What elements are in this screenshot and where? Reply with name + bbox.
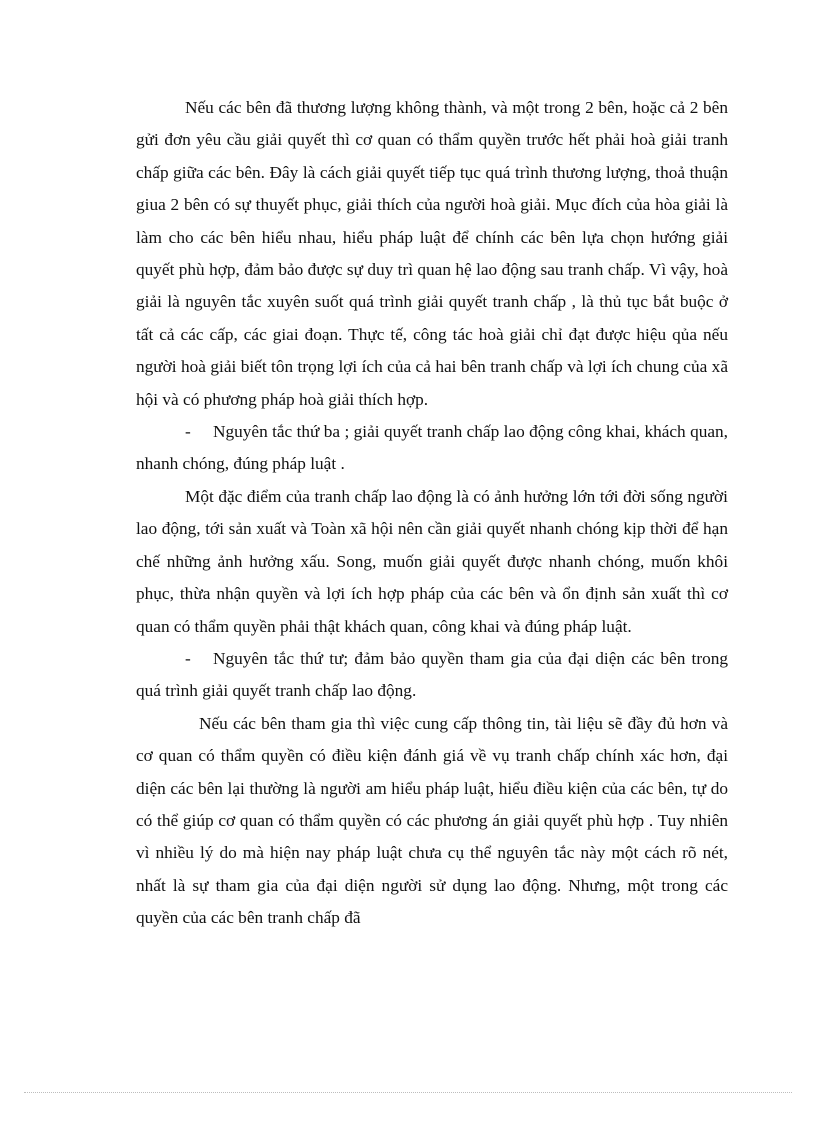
bullet-dash: - [185,648,191,668]
bullet-dash: - [185,422,191,442]
bullet-third-principle [136,416,728,481]
footer-dotted-rule [24,1092,792,1093]
bullet-fourth-principle-text: Nguyên tắc thứ tư; đảm bảo quyền tham gia của đại diện các bên trong quá trình giải quyết tranh chấp lao động. [136,648,728,701]
bullet-third-principle-text: Nguyên tắc thứ ba ; giải quyết tranh chấp lao động công khai, khách quan, nhanh chóng, đúng pháp luật . [136,422,728,474]
document-body [136,92,728,935]
bullet-fourth-principle [136,643,728,708]
paragraph-representation: Nếu các bên tham gia thì việc cung cấp thông tin, tài liệu sẽ đầy đủ hơn và cơ quan có thẩm quyền có điều kiện đánh giá về vụ tranh chấp chính xác hơn, đại diện các bên lại thường là người am hiểu pháp luật, hiểu điều kiện của các bên, tự do có thể giúp cơ quan có thẩm quyền có các phương án giải quyết phù hợp . Tuy nhiên vì nhiều lý do mà hiện nay pháp luật chưa cụ thể nguyên tắc này một cách rõ nét, nhất là sự tham gia của đại diện người sử dụng lao động. Nhưng, một trong các quyền của các bên tranh chấp đã [136,713,728,928]
paragraph-speed: Một đặc điểm của tranh chấp lao động là có ảnh hưởng lớn tới đời sống người lao động, tới sản xuất và Toàn xã hội nên cần giải quyết nhanh chóng kịp thời để hạn chế những ảnh hưởng xấu. Song, muốn giải quyết được nhanh chóng, muốn khôi phục, thừa nhận quyền và lợi ích hợp pháp của các bên và ổn định sản xuất thì cơ quan có thẩm quyền phải thật khách quan, công khai và đúng pháp luật. [136,486,728,636]
paragraph-conciliation: Nếu các bên đã thương lượng không thành, và một trong 2 bên, hoặc cả 2 bên gửi đơn yêu cầu giải quyết thì cơ quan có thẩm quyền trước hết phải hoà giải tranh chấp giữa các bên. Đây là cách giải quyết tiếp tục quá trình thương lượng, thoả thuận giua 2 bên có sự thuyết phục, giải thích của người hoà giải. Mục đích của hòa giải là làm cho các bên hiểu nhau, hiểu pháp luật để chính các bên lựa chọn hướng giải quyết phù hợp, đảm bảo được sự duy trì quan hệ lao động sau tranh chấp. Vì vậy, hoà giải là nguyên tắc xuyên suốt quá trình giải quyết tranh chấp , là thủ tục bắt buộc ở tất cả các cấp, các giai đoạn. Thực tế, công tác hoà giải chỉ đạt được hiệu qủa nếu người hoà giải biết tôn trọng lợi ích của cả hai bên tranh chấp và lợi ích chung của xã hội và có phương pháp hoà giải thích hợp. [136,98,728,409]
